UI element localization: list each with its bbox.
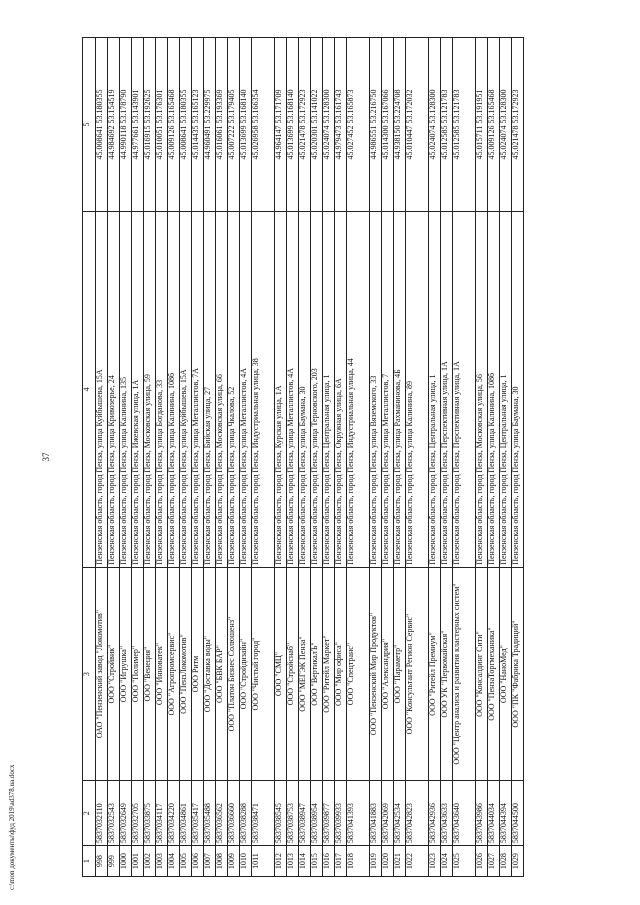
cell-row-number: 1006 — [192, 846, 204, 877]
table-row — [204, 38, 216, 877]
cell-organization-name: ООО "Венеция" — [144, 567, 156, 781]
cell-inn: 5837032543 — [108, 781, 120, 846]
table-row — [441, 38, 453, 877]
cell-inn: 5837038471 — [252, 781, 275, 846]
registry-table-container — [82, 37, 612, 877]
table-row — [156, 38, 168, 877]
cell-coordinates: 45.016061 53.193369 — [216, 38, 228, 212]
cell-inn: 5837042534 — [394, 781, 406, 846]
cell-organization-name: ООО "Инноватек" — [156, 567, 168, 781]
header-col-4: 4 — [83, 211, 96, 567]
cell-inn: 5837044034 — [488, 781, 500, 846]
cell-inn: 5837042069 — [382, 781, 394, 846]
cell-inn: 5837042936 — [429, 781, 441, 846]
cell-organization-name: ООО "Ритейл Премиум" — [429, 567, 441, 781]
cell-address: Пензенская область, город Пенза, улица Баумана, 30 — [299, 211, 311, 567]
cell-inn: 5837043986 — [476, 781, 488, 846]
cell-coordinates: 44.977661 53.143901 — [132, 38, 144, 212]
cell-row-number: 1022 — [406, 846, 429, 877]
cell-inn: 5837042823 — [406, 781, 429, 846]
cell-coordinates: 44.990118 53.178790 — [120, 38, 132, 212]
cell-inn: 5837043633 — [441, 781, 453, 846]
table-header-row — [83, 38, 96, 877]
table-body — [96, 38, 524, 877]
cell-row-number: 1002 — [144, 846, 156, 877]
cell-inn: 5837036562 — [216, 781, 228, 846]
cell-inn: 5837039877 — [323, 781, 335, 846]
cell-organization-name: ООО "Центр анализа и развития кластерных систем" — [453, 567, 476, 781]
cell-address: Пензенская область, город Пенза, Бийская улица, 27 — [204, 211, 216, 567]
cell-address: Пензенская область, город Пенза, улица Вяземского, 33 — [370, 211, 382, 567]
cell-row-number: 1010 — [240, 846, 252, 877]
cell-address: Пензенская область, город Пенза, Перспективная улица, 1А — [453, 211, 476, 567]
cell-coordinates: 45.014300 53.167066 — [382, 38, 394, 212]
cell-address: Пензенская область, город Пенза, улица Калинина, 108б — [168, 211, 180, 567]
cell-row-number: 1023 — [429, 846, 441, 877]
cell-coordinates: 45.009126 53.165468 — [488, 38, 500, 212]
cell-coordinates: 45.009126 53.165468 — [168, 38, 180, 212]
cell-organization-name: ООО "Игрушка" — [120, 567, 132, 781]
cell-row-number: 1000 — [120, 846, 132, 877]
cell-organization-name: ООО "Платон Бизнес Солюшенз" — [228, 567, 240, 781]
table-row — [120, 38, 132, 877]
cell-inn: 5837044394 — [500, 781, 512, 846]
cell-address: Пензенская область, город Пенза, улица Баумана, 30 — [512, 211, 524, 567]
cell-row-number: 1009 — [228, 846, 240, 877]
cell-row-number: 1029 — [512, 846, 524, 877]
cell-organization-name: ООО "НаноМед" — [500, 567, 512, 781]
table-row — [192, 38, 204, 877]
cell-organization-name: ООО "Консультант Регион Сервис" — [406, 567, 429, 781]
header-col-5: 5 — [83, 38, 96, 212]
cell-address: Пензенская область, город Пенза, Перспективная улица, 1А — [441, 211, 453, 567]
cell-coordinates: 44.964147 53.171709 — [275, 38, 287, 212]
cell-address: Пензенская область, город Пенза, улица Куйбышева, 15А — [180, 211, 192, 567]
cell-row-number: 1021 — [394, 846, 406, 877]
cell-address: Пензенская область, город Пенза, улица Терновского, 203 — [311, 211, 323, 567]
cell-inn: 5837036660 — [228, 781, 240, 846]
cell-inn: 5837038954 — [311, 781, 323, 846]
cell-inn: 5837034861 — [180, 781, 192, 846]
table-row — [406, 38, 429, 877]
cell-organization-name: ООО УК "Первомайская" — [441, 567, 453, 781]
cell-organization-name: ООО "МЕГЭК Пенза" — [299, 567, 311, 781]
cell-address: Пензенская область, город Пенза, улица Калинина, 89 — [406, 211, 429, 567]
table-row — [394, 38, 406, 877]
cell-row-number: 1005 — [180, 846, 192, 877]
table-row — [228, 38, 240, 877]
cell-address: Пензенская область, город Пенза, Центральная улица, 1 — [323, 211, 335, 567]
table-row — [335, 38, 347, 877]
cell-address: Пензенская область, город Пенза, улица Металлистов, 4А — [240, 211, 252, 567]
cell-inn: 5837043640 — [453, 781, 476, 846]
cell-organization-name: ООО "БВК БАР" — [216, 567, 228, 781]
table-row — [382, 38, 394, 877]
cell-row-number: 1020 — [382, 846, 394, 877]
cell-row-number: 1024 — [441, 846, 453, 877]
cell-inn: 5837041883 — [370, 781, 382, 846]
cell-row-number: 1008 — [216, 846, 228, 877]
cell-coordinates: 45.021478 53.172923 — [512, 38, 524, 212]
cell-coordinates: 45.008641 53.180355 — [96, 38, 108, 212]
cell-inn: 5837032649 — [120, 781, 132, 846]
cell-inn: 5837041393 — [347, 781, 370, 846]
cell-coordinates: 44.960491 53.229975 — [204, 38, 216, 212]
cell-organization-name: ООО "Полимер" — [132, 567, 144, 781]
table-row — [132, 38, 144, 877]
table-row — [347, 38, 370, 877]
cell-coordinates: 44.986551 53.216750 — [370, 38, 382, 212]
cell-address: Пензенская область, город Пенза, улица Чкалова, 52 — [228, 211, 240, 567]
table-row — [96, 38, 108, 877]
table-row — [168, 38, 180, 877]
cell-row-number: 1028 — [500, 846, 512, 877]
cell-row-number: 1017 — [335, 846, 347, 877]
cell-organization-name: ООО "Мир офиса" — [335, 567, 347, 781]
cell-address: Пензенская область, город Пенза, Московская улица, 66 — [216, 211, 228, 567]
cell-address: Пензенская область, город Пенза, Ижевская улица, 1А — [132, 211, 144, 567]
table-row — [476, 38, 488, 877]
cell-organization-name: ООО "ПензаТоргмеханика" — [488, 567, 500, 781]
cell-address: Пензенская область, город Пенза, улица Металлистов, 7А — [192, 211, 204, 567]
table-row — [216, 38, 228, 877]
cell-coordinates: 44.938150 53.224708 — [394, 38, 406, 212]
cell-row-number: 1027 — [488, 846, 500, 877]
cell-address: Пензенская область, город Пенза, улица Калинина, 108б — [488, 211, 500, 567]
cell-coordinates: 45.012585 53.121783 — [453, 38, 476, 212]
cell-row-number: 999 — [108, 846, 120, 877]
cell-coordinates: 45.014435 53.165123 — [192, 38, 204, 212]
table-row — [252, 38, 275, 877]
cell-inn: 5837038753 — [287, 781, 299, 846]
cell-organization-name: ООО "Александрия" — [382, 567, 394, 781]
cell-row-number: 1026 — [476, 846, 488, 877]
cell-coordinates: 45.013699 53.168140 — [240, 38, 252, 212]
cell-organization-name: ООО "Параметр" — [394, 567, 406, 781]
cell-coordinates: 45.013699 53.168140 — [287, 38, 299, 212]
cell-organization-name: ООО "Консалдинг Сити" — [476, 567, 488, 781]
registry-table — [82, 37, 524, 877]
cell-organization-name: ООО "ПензЛокомотив" — [180, 567, 192, 781]
cell-row-number: 1015 — [311, 846, 323, 877]
cell-row-number: 1012 — [275, 846, 287, 877]
header-col-3: 3 — [83, 567, 96, 781]
cell-row-number: 1025 — [453, 846, 476, 877]
cell-inn: 5837032110 — [96, 781, 108, 846]
cell-address: Пензенская область, город Пенза, Индустриальная улица, 38 — [252, 211, 275, 567]
cell-organization-name: ООО Ритм — [192, 567, 204, 781]
cell-organization-name: ООО "Ритейл Маркет" — [323, 567, 335, 781]
cell-coordinates: 45.020301 53.141022 — [311, 38, 323, 212]
cell-coordinates: 45.010447 53.172032 — [406, 38, 429, 212]
cell-row-number: 1001 — [132, 846, 144, 877]
cell-organization-name: ООО "Спецтранс" — [347, 567, 370, 781]
page-number: 37 — [41, 452, 51, 462]
header-col-1: 1 — [83, 846, 96, 877]
cell-address: Пензенская область, город Пенза, улица Металлистов, 7 — [382, 211, 394, 567]
table-row — [453, 38, 476, 877]
cell-coordinates: 45.007222 53.179405 — [228, 38, 240, 212]
cell-organization-name: ООО "Стройдизайн" — [240, 567, 252, 781]
header-col-2: 2 — [83, 781, 96, 846]
table-row — [488, 38, 500, 877]
cell-inn: 5837034117 — [156, 781, 168, 846]
table-row — [240, 38, 252, 877]
cell-row-number: 1004 — [168, 846, 180, 877]
cell-coordinates: 45.021478 53.172923 — [299, 38, 311, 212]
table-row — [108, 38, 120, 877]
cell-address: Пензенская область, город Пенза, Московская улица, 56 — [476, 211, 488, 567]
cell-coordinates: 45.024074 53.128300 — [500, 38, 512, 212]
cell-coordinates: 45.015711 53.191951 — [476, 38, 488, 212]
cell-inn: 5837035417 — [192, 781, 204, 846]
cell-organization-name: ООО "Стройснаб" — [287, 567, 299, 781]
cell-row-number: 1014 — [299, 846, 311, 877]
cell-inn: 5837044500 — [512, 781, 524, 846]
cell-address: Пензенская область, город Пенза, Центральная улица, 1 — [429, 211, 441, 567]
cell-row-number: 1018 — [347, 846, 370, 877]
cell-address: Пензенская область, город Пенза, улица Куйбышева, 15А — [96, 211, 108, 567]
cell-coordinates: 45.008641 53.180355 — [180, 38, 192, 212]
cell-inn: 5837035488 — [204, 781, 216, 846]
cell-row-number: 1016 — [323, 846, 335, 877]
cell-organization-name: ООО "Агропромсервис" — [168, 567, 180, 781]
cell-address: Пензенская область, город Пенза, улица Богданова, 33 — [156, 211, 168, 567]
cell-inn: 5837034220 — [168, 781, 180, 846]
cell-coordinates: 45.027452 53.165873 — [347, 38, 370, 212]
cell-address: Пензенская область, город Пенза, Окружная улица, 6А — [335, 211, 347, 567]
cell-organization-name: ООО "Доставка воды" — [204, 567, 216, 781]
table-row — [299, 38, 311, 877]
cell-organization-name: ООО "Пензенский Мир Продуктов" — [370, 567, 382, 781]
table-row — [323, 38, 335, 877]
table-row — [512, 38, 524, 877]
cell-organization-name: ООО "ВертикалЪ" — [311, 567, 323, 781]
cell-coordinates: 45.024074 53.128300 — [323, 38, 335, 212]
cell-row-number: 1013 — [287, 846, 299, 877]
cell-row-number: 1011 — [252, 846, 275, 877]
cell-row-number: 1003 — [156, 846, 168, 877]
footer-file-path: c:\mon документы\фуд 2019\ad378.ua.docx — [8, 764, 16, 890]
cell-inn: 5837038288 — [240, 781, 252, 846]
table-row — [180, 38, 192, 877]
cell-coordinates: 45.010051 53.176301 — [156, 38, 168, 212]
cell-row-number: 998 — [96, 846, 108, 877]
cell-inn: 5837039933 — [335, 781, 347, 846]
cell-address: Пензенская область, город Пенза, Московская улица, 59 — [144, 211, 156, 567]
cell-address: Пензенская область, город Пенза, улица Рахманинова, 4Б — [394, 211, 406, 567]
cell-address: Пензенская область, город Пенза, Курская улица, 1А — [275, 211, 287, 567]
cell-inn: 5837038947 — [299, 781, 311, 846]
cell-organization-name: ОАО "Пензенский завод "Локомотив" — [96, 567, 108, 781]
cell-inn: 5837038545 — [275, 781, 287, 846]
cell-address: Пензенская область, город Пенза, Индустриальная улица, 44 — [347, 211, 370, 567]
table-row — [500, 38, 512, 877]
cell-address: Пензенская область, город Пенза, улица Металлистов, 4А — [287, 211, 299, 567]
cell-address: Пензенская область, город Пенза, улица Кривозерье, 24 — [108, 211, 120, 567]
cell-address: Пензенская область, город Пенза, Центральная улица, 1 — [500, 211, 512, 567]
table-row — [429, 38, 441, 877]
cell-row-number: 1007 — [204, 846, 216, 877]
cell-organization-name: ООО "ПК "Фабрика Традиций" — [512, 567, 524, 781]
cell-inn: 5837032705 — [132, 781, 144, 846]
table-row — [275, 38, 287, 877]
cell-organization-name: ООО "Стройвик" — [108, 567, 120, 781]
table-row — [144, 38, 156, 877]
cell-coordinates: 44.979473 53.161743 — [335, 38, 347, 212]
cell-address: Пензенская область, город Пенза, улица Калинина, 135 — [120, 211, 132, 567]
cell-coordinates: 45.016915 53.192625 — [144, 38, 156, 212]
cell-inn: 5837033875 — [144, 781, 156, 846]
cell-coordinates: 45.026958 53.166354 — [252, 38, 275, 212]
table-row — [311, 38, 323, 877]
table-row — [370, 38, 382, 877]
cell-coordinates: 45.012585 53.121783 — [441, 38, 453, 212]
cell-coordinates: 44.984692 53.154519 — [108, 38, 120, 212]
cell-coordinates: 45.024074 53.128300 — [429, 38, 441, 212]
cell-row-number: 1019 — [370, 846, 382, 877]
table-row — [287, 38, 299, 877]
cell-organization-name: ООО "Чистый город" — [252, 567, 275, 781]
cell-organization-name: ООО "СМЦ" — [275, 567, 287, 781]
